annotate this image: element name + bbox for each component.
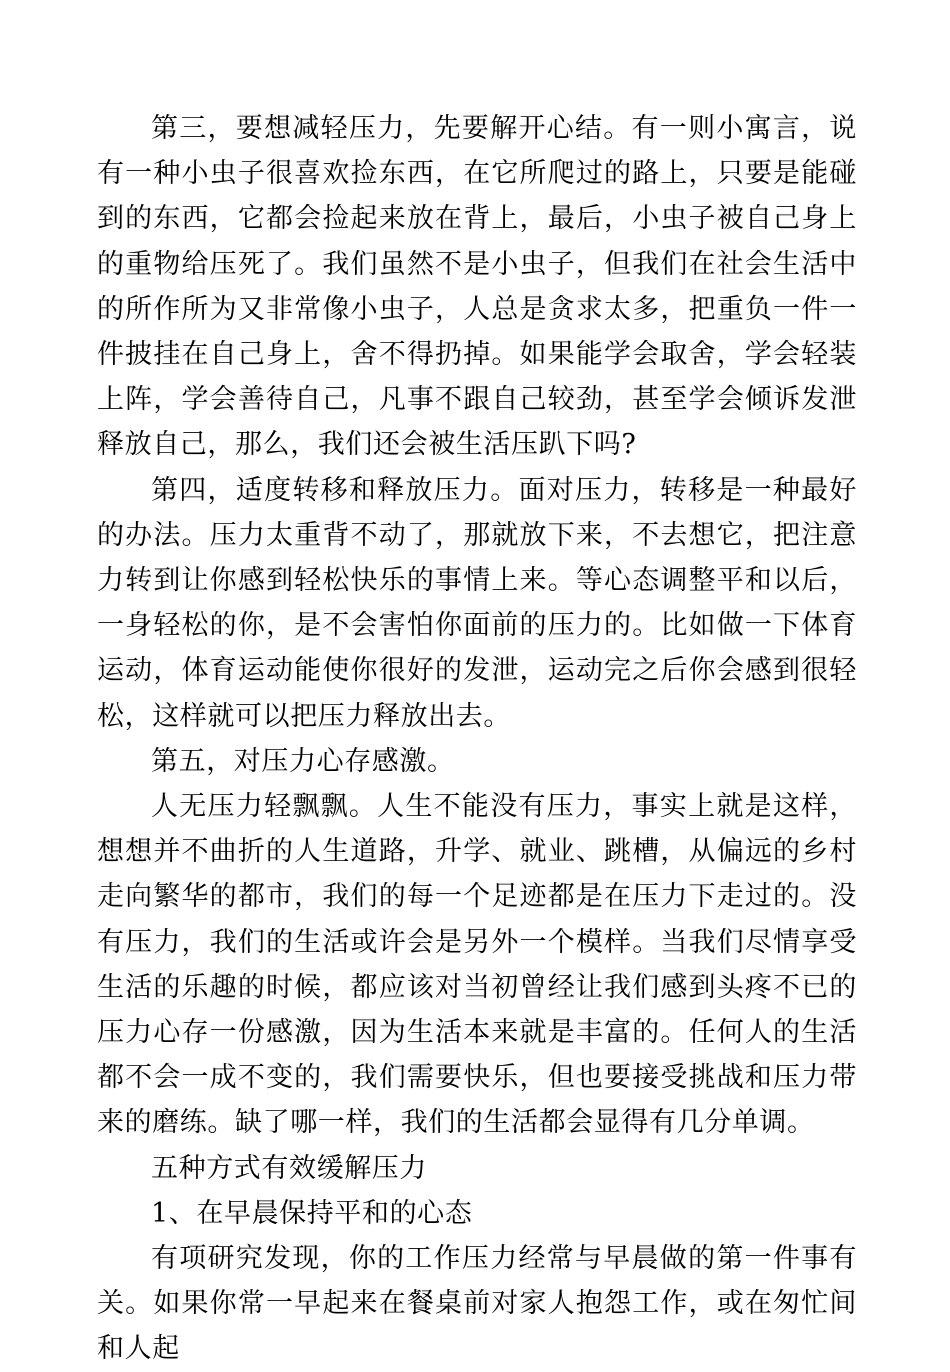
paragraph-gratitude: 人无压力轻飘飘。人生不能没有压力，事实上就是这样，想想并不曲折的人生道路，升学、就业、跳槽，从偏远的乡村走向繁华的都市，我们的每一个足迹都是在压力下走过的。没有压力，我们的生活或许会是另外一个模样。当我们尽情享受生活的乐趣的时候，都应该对当初曾经让我们感到头疼不已的压力心存一份感激，因为生活本来就是丰富的。任何人的生活都不会一成不变的，我们需要快乐，但也要接受挑战和压力带来的磨练。缺了哪一样，我们的生活都会显得有几分单调。 [97, 791, 857, 1139]
paragraph-third-tip: 第三，要想减轻压力，先要解开心结。有一则小寓言，说有一种小虫子很喜欢捡东西，在它所爬过的路上，只要是能碰到的东西，它都会捡起来放在背上，最后，小虫子被自己身上的重物给压死了。我们虽然不是小虫子，但我们在社会生活中的所作所为又非常像小虫子，人总是贪求太多，把重负一件一件披挂在自己身上，舍不得扔掉。如果能学会取舍，学会轻装上阵，学会善待自己，凡事不跟自己较劲，甚至学会倾诉发泄释放自己，那么，我们还会被生活压趴下吗? [97, 113, 857, 461]
paragraph-fifth-tip-heading: 第五，对压力心存感激。 [151, 745, 455, 777]
paragraph-fourth-tip: 第四，适度转移和释放压力。面对压力，转移是一种最好的办法。压力太重背不动了，那就放下来，不去想它，把注意力转到让你感到轻松快乐的事情上来。等心态调整平和以后，一身轻松的你，是不会害怕你面前的压力的。比如做一下体育运动，体育运动能使你很好的发泄，运动完之后你会感到很轻松，这样就可以把压力释放出去。 [97, 474, 857, 732]
document-page [97, 106, 857, 1372]
list-item-heading-1: 1、在早晨保持平和的心态 [151, 1197, 473, 1229]
section-heading: 五种方式有效缓解压力 [151, 1152, 427, 1184]
paragraph-morning-research: 有项研究发现，你的工作压力经常与早晨做的第一件事有关。如果你常一早起来在餐桌前对家人抱怨工作，或在匆忙间和人起 [97, 1243, 857, 1365]
